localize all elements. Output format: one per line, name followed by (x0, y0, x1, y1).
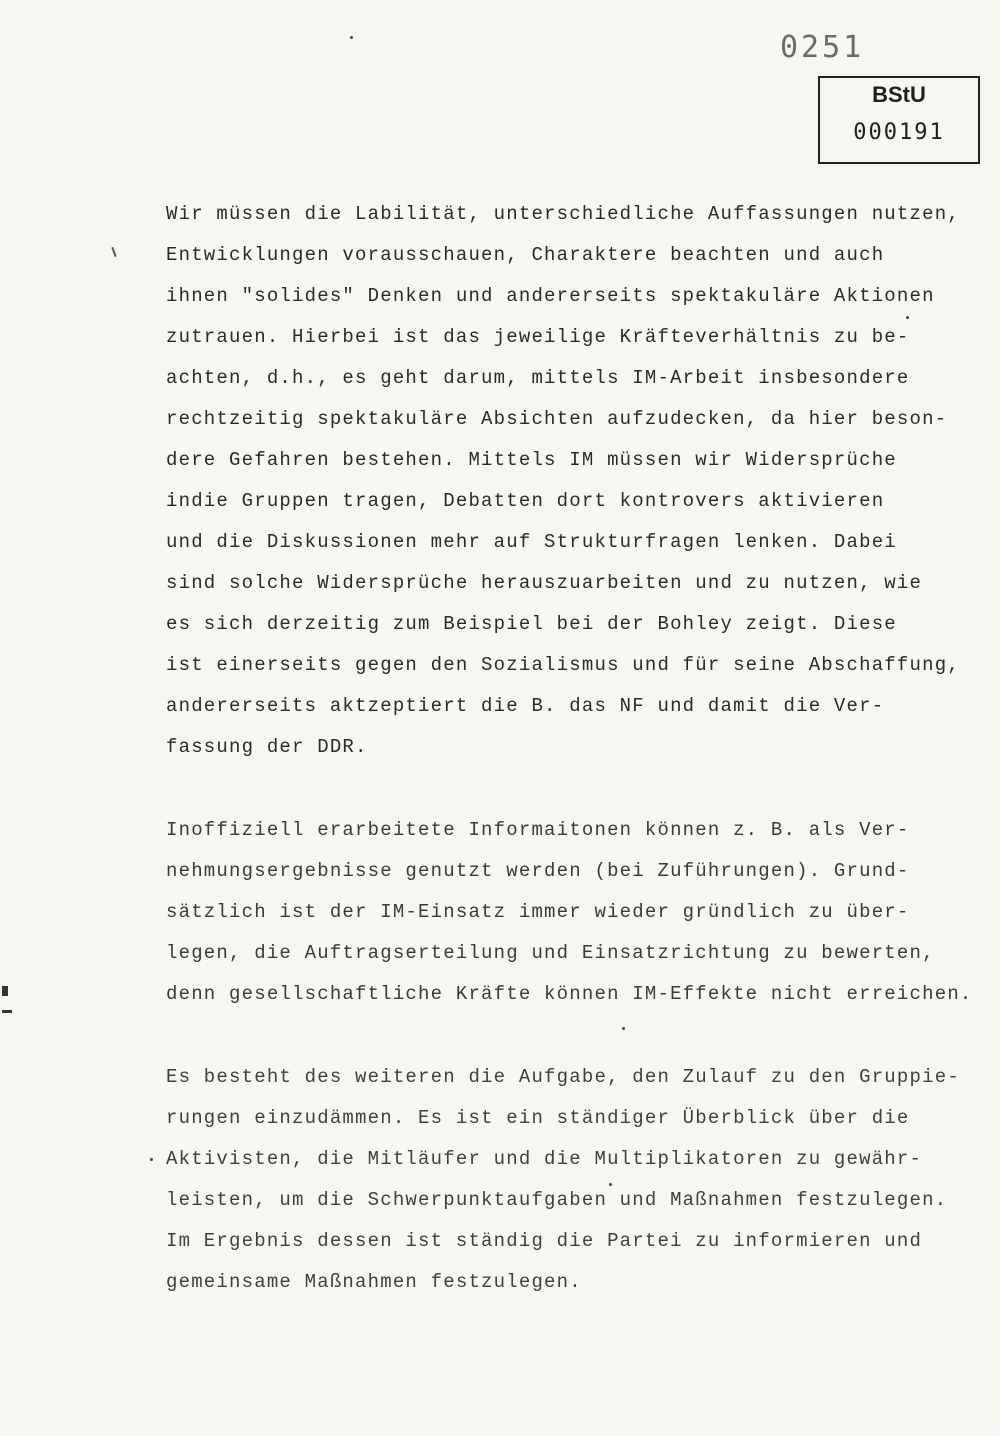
stamp-title: BStU (872, 82, 926, 107)
margin-mark (2, 1010, 12, 1013)
scan-speck (622, 1027, 625, 1030)
text-line: Im Ergebnis dessen ist ständig die Partei zu informieren und (166, 1230, 923, 1252)
text-line: ihnen "solides" Denken und andererseits spektakuläre Aktionen (166, 285, 935, 307)
text-line: indie Gruppen tragen, Debatten dort kontrovers aktivieren (166, 490, 885, 512)
text-line: dere Gefahren bestehen. Mittels IM müssen wir Widersprüche (166, 449, 897, 471)
text-line: achten, d.h., es geht darum, mittels IM-Arbeit insbesondere (166, 367, 910, 389)
text-line: andererseits aktzeptiert die B. das NF und damit die Ver- (166, 695, 885, 717)
paragraph-2 (166, 810, 973, 1015)
text-line: denn gesellschaftliche Kräfte können IM-Effekte nicht erreichen. (166, 983, 973, 1005)
text-line: Entwicklungen vorausschauen, Charaktere beachten und auch (166, 244, 885, 266)
text-line: es sich derzeitig zum Beispiel bei der Bohley zeigt. Diese (166, 613, 897, 635)
text-line: zutrauen. Hierbei ist das jeweilige Kräfteverhältnis zu be- (166, 326, 910, 348)
text-line: sätzlich ist der IM-Einsatz immer wieder gründlich zu über- (166, 901, 910, 923)
text-line: ist einerseits gegen den Sozialismus und für seine Abschaffung, (166, 654, 960, 676)
text-line: Wir müssen die Labilität, unterschiedliche Auffassungen nutzen, (166, 203, 960, 225)
margin-mark (2, 986, 8, 996)
text-line: Aktivisten, die Mitläufer und die Multiplikatoren zu gewähr- (166, 1148, 923, 1170)
page-number: 0251 (780, 30, 865, 65)
text-line: und die Diskussionen mehr auf Strukturfragen lenken. Dabei (166, 531, 897, 553)
paragraph-1 (166, 194, 960, 768)
scan-speck (150, 1158, 153, 1161)
text-line: sind solche Widersprüche herauszuarbeiten und zu nutzen, wie (166, 572, 923, 594)
text-line: fassung der DDR. (166, 736, 368, 758)
text-line: Inoffiziell erarbeitete Informaitonen können z. B. als Ver- (166, 819, 910, 841)
text-line: legen, die Auftragserteilung und Einsatzrichtung zu bewerten, (166, 942, 935, 964)
text-line: Es besteht des weiteren die Aufgabe, den Zulauf zu den Gruppie- (166, 1066, 960, 1088)
scan-speck (350, 36, 353, 39)
text-line: rungen einzudämmen. Es ist ein ständiger Überblick über die (166, 1107, 910, 1129)
text-line: gemeinsame Maßnahmen festzulegen. (166, 1271, 582, 1293)
text-line: rechtzeitig spektakuläre Absichten aufzudecken, da hier beson- (166, 408, 948, 430)
margin-tick (111, 247, 116, 257)
text-line: leisten, um die Schwerpunktaufgaben und Maßnahmen festzulegen. (166, 1189, 948, 1211)
archive-stamp (818, 76, 980, 164)
paragraph-3 (166, 1057, 960, 1303)
stamp-id: 000191 (853, 120, 945, 145)
text-line: nehmungsergebnisse genutzt werden (bei Zuführungen). Grund- (166, 860, 910, 882)
